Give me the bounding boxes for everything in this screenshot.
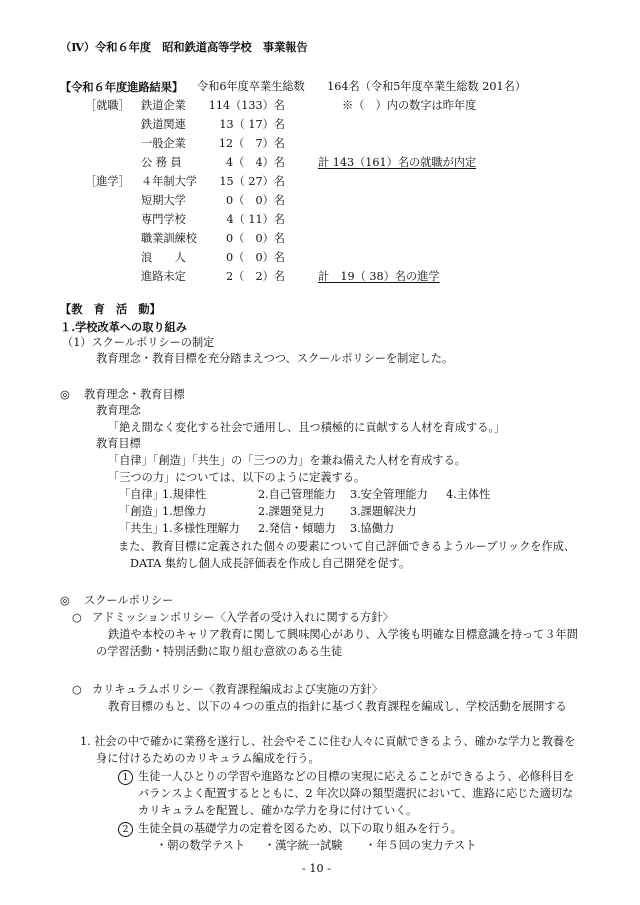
admission-body: 鉄道や本校のキャリア教育に関して興味関心があり、入学後も明確な目標意識を持って３年間	[108, 628, 578, 641]
power-item: 3.安全管理能力	[350, 488, 428, 501]
double-circle-mark: ◎	[60, 594, 70, 607]
policy-detail-2: 生徒全員の基礎学力の定着を図るため、以下の取り組みを行う。	[138, 822, 462, 835]
results-summary: 令和6年度卒業生総数 164名（令和5年度卒業生総数 201名）	[197, 80, 527, 93]
result-row-name: 進路未定	[141, 270, 186, 283]
power-label: 「創造」	[119, 505, 164, 518]
ideal-heading: 教育理念・教育目標	[84, 388, 185, 401]
power-item: 2.課題発見力	[258, 505, 325, 518]
result-row-value: 12（ 7）名	[218, 137, 285, 150]
policy-detail-1: 生徒一人ひとりの学習や進路などの目標の実現に応えることができるよう、必修科目を	[138, 770, 575, 783]
result-row-name: ４年制大学	[141, 175, 197, 188]
result-row-name: 公 務 員	[141, 156, 182, 169]
test-item: ・年５回の実力テスト	[365, 839, 477, 852]
result-row-value: 15（ 27）名	[219, 175, 285, 188]
result-row-name: 短期大学	[141, 194, 186, 207]
policy-heading: スクールポリシー	[84, 594, 174, 607]
circled-number: 1	[118, 770, 133, 785]
circled-number-2-icon	[118, 822, 135, 837]
results-note: ※（ ）内の数字は昨年度	[342, 99, 477, 112]
power-item: 2.自己管理能力	[258, 488, 336, 501]
power-item: 3.協働力	[350, 522, 395, 535]
employment-label: ［就職］	[85, 99, 130, 112]
result-row-value: 114（133）名	[208, 99, 285, 112]
result-row-name: 職業訓練校	[141, 232, 197, 245]
goal-label: 教育目標	[96, 437, 141, 450]
policy-point-1: 身に付けるためのカリキュラム編成を行う。	[96, 752, 320, 765]
admission-heading: アドミッションポリシー〈入学者の受け入れに関する方針〉	[92, 611, 394, 624]
subsection-1-1-heading: （1）スクールポリシーの制定	[62, 336, 215, 349]
test-item: ・朝の数学テスト	[156, 839, 246, 852]
power-label: 「共生」	[119, 522, 164, 535]
result-row-value: 0（ 0）名	[226, 251, 285, 264]
test-item: ・漢字統一試験	[264, 839, 343, 852]
result-row-value: 4（ 4）名	[226, 156, 285, 169]
ideal-label: 教育理念	[96, 404, 141, 417]
section-1-heading: １.学校改革への取り組み	[60, 320, 187, 334]
policy-detail-1: カリキュラムを配置し、確かな学力を身に付けていく。	[138, 804, 418, 817]
bullet-circle: ○	[72, 611, 82, 624]
results-heading: 【令和６年度進路結果】	[60, 80, 184, 94]
subsection-1-1-body: 教育理念・教育目標を充分踏まえつつ、スクールポリシーを制定した。	[96, 352, 454, 365]
ideal-text: 「絶え間なく変化する社会で通用し、且つ積極的に貢献する人材を育成する。」	[108, 421, 506, 434]
advancement-total: 計 19（ 38）名の進学	[318, 270, 440, 283]
page-title: （Ⅳ）令和６年度 昭和鉄道高等学校 事業報告	[60, 40, 308, 54]
result-row-name: 一般企業	[141, 137, 186, 150]
advancement-label: ［進学］	[85, 175, 130, 188]
curriculum-heading: カリキュラムポリシー〈教育課程編成および実施の方針〉	[92, 683, 383, 696]
goal-text: また、教育目標に定義された個々の要素について自己評価できるようルーブリックを作成、	[118, 540, 576, 553]
circled-number: 2	[118, 822, 133, 837]
result-row-value: 2（ 2）名	[226, 270, 285, 283]
circled-number-1-icon	[118, 770, 135, 785]
page-number: - 10 -	[302, 862, 331, 875]
power-item: 3.課題解決力	[350, 505, 417, 518]
power-label: 「自律」	[119, 488, 164, 501]
power-item: 1.多様性理解力	[162, 522, 240, 535]
goal-text: 「三つの力」については、以下のように定義する。	[108, 471, 366, 484]
goal-text: DATA 集約し個人成長評価表を作成し自己開発を促す。	[130, 557, 411, 570]
goal-text: 「自律」「創造」「共生」の「三つの力」を兼ね備えた人材を育成する。	[108, 454, 466, 467]
result-row-name: 浪 人	[141, 251, 186, 264]
curriculum-body: 教育目標のもと、以下の４つの重点的指針に基づく教育課程を編成し、学校活動を展開する	[108, 700, 567, 713]
employment-total: 計 143（161）名の就職が内定	[318, 156, 477, 169]
admission-body: の学習活動・特別活動に取り組む意欲のある生徒	[96, 645, 343, 658]
power-item: 1.想像力	[162, 505, 207, 518]
activities-heading: 【教 育 活 動】	[60, 302, 161, 316]
result-row-name: 鉄道関連	[141, 118, 186, 131]
power-item: 1.規律性	[162, 488, 207, 501]
power-item: 2.発信・傾聴力	[258, 522, 336, 535]
result-row-value: 13（ 17）名	[219, 118, 285, 131]
result-row-name: 専門学校	[141, 213, 186, 226]
bullet-circle: ○	[72, 683, 82, 696]
power-item: 4.主体性	[446, 488, 491, 501]
result-row-value: 0（ 0）名	[226, 194, 285, 207]
policy-detail-1: バランスよく配置するとともに、2 年次以降の類型選択において、進路に応じた適切な	[138, 787, 574, 800]
result-row-value: 0（ 0）名	[226, 232, 285, 245]
result-row-name: 鉄道企業	[141, 99, 186, 112]
result-row-value: 4（ 11）名	[226, 213, 285, 226]
double-circle-mark: ◎	[60, 388, 70, 401]
policy-point-1: 1. 社会の中で確かに業務を遂行し、社会やそこに住む人々に貢献できるよう、確かな学力と教養を	[80, 735, 576, 748]
